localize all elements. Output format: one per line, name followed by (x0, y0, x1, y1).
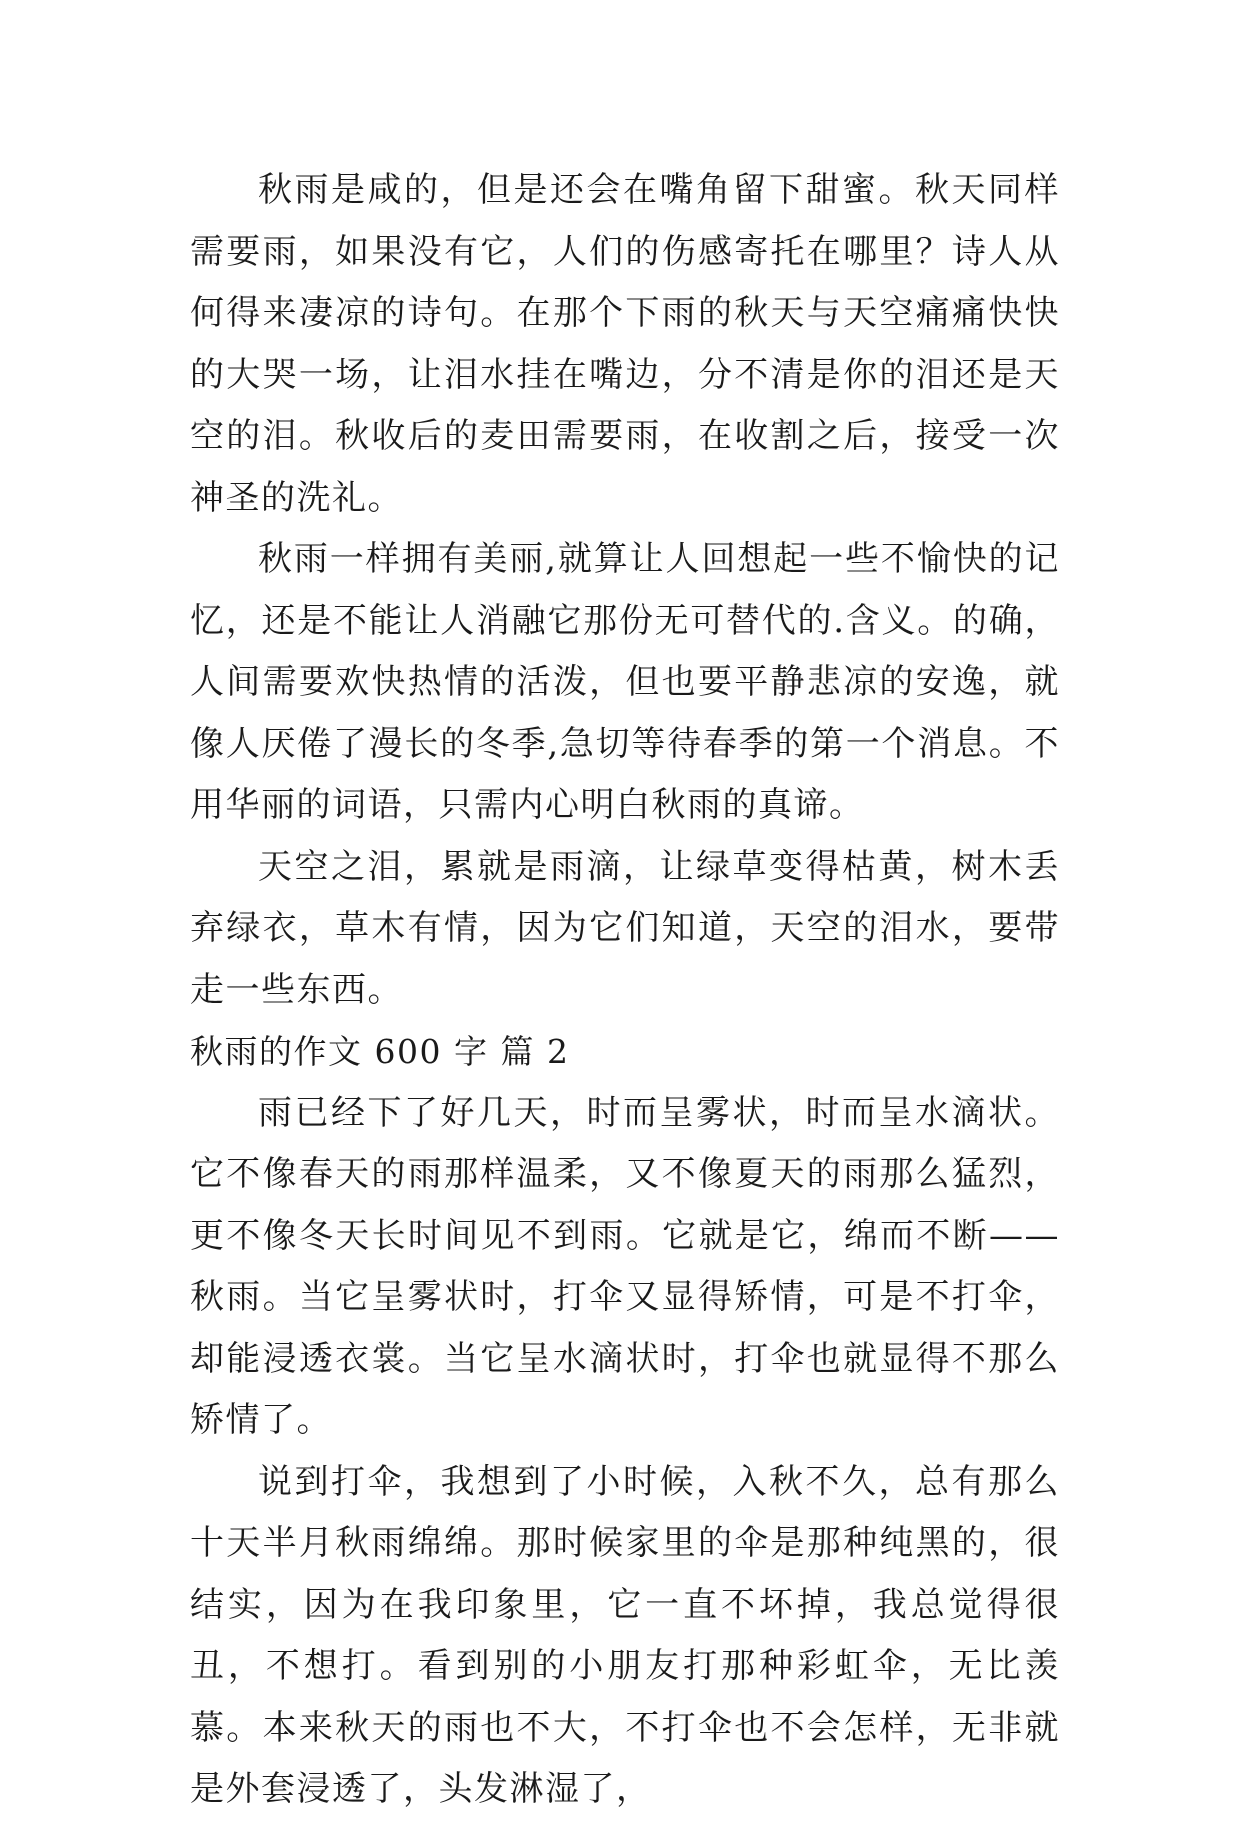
paragraph-1: 秋雨是咸的，但是还会在嘴角留下甜蜜。秋天同样需要雨，如果没有它，人们的伤感寄托在哪里？诗人从何得来凄凉的诗句。在那个下雨的秋天与天空痛痛快快的大哭一场，让泪水挂在嘴边，分不清是你的泪还是天空的泪。秋收后的麦田需要雨，在收割之后，接受一次神圣的洗礼。 (190, 170, 1060, 518)
paragraph-5: 说到打伞，我想到了小时候，入秋不久，总有那么十天半月秋雨绵绵。那时候家里的伞是那种纯黑的，很结实，因为在我印象里，它一直不坏掉，我总觉得很丑，不想打。看到别的小朋友打那种彩虹伞，无比羡慕。本来秋天的雨也不大，不打伞也不会怎样，无非就是外套浸透了，头发淋湿了， (190, 1461, 1060, 1809)
document-body (190, 160, 1060, 1821)
paragraph-2: 秋雨一样拥有美丽,就算让人回想起一些不愉快的记忆，还是不能让人消融它那份无可替代的.含义。的确，人间需要欢快热情的活泼，但也要平静悲凉的安逸，就像人厌倦了漫长的冬季,急切等待春季的第一个消息。不用华丽的词语，只需内心明白秋雨的真谛。 (190, 539, 1060, 825)
section-heading: 秋雨的作文 600 字 篇 2 (190, 1032, 570, 1071)
paragraph-4: 雨已经下了好几天，时而呈雾状，时而呈水滴状。它不像春天的雨那样温柔，又不像夏天的雨那么猛烈，更不像冬天长时间见不到雨。它就是它，绵而不断——秋雨。当它呈雾状时，打伞又显得矫情，可是不打伞，却能浸透衣裳。当它呈水滴状时，打伞也就显得不那么矫情了。 (190, 1092, 1060, 1440)
paragraph-3: 天空之泪，累就是雨滴，让绿草变得枯黄，树木丢弃绿衣，草木有情，因为它们知道，天空的泪水，要带走一些东西。 (190, 846, 1060, 1010)
